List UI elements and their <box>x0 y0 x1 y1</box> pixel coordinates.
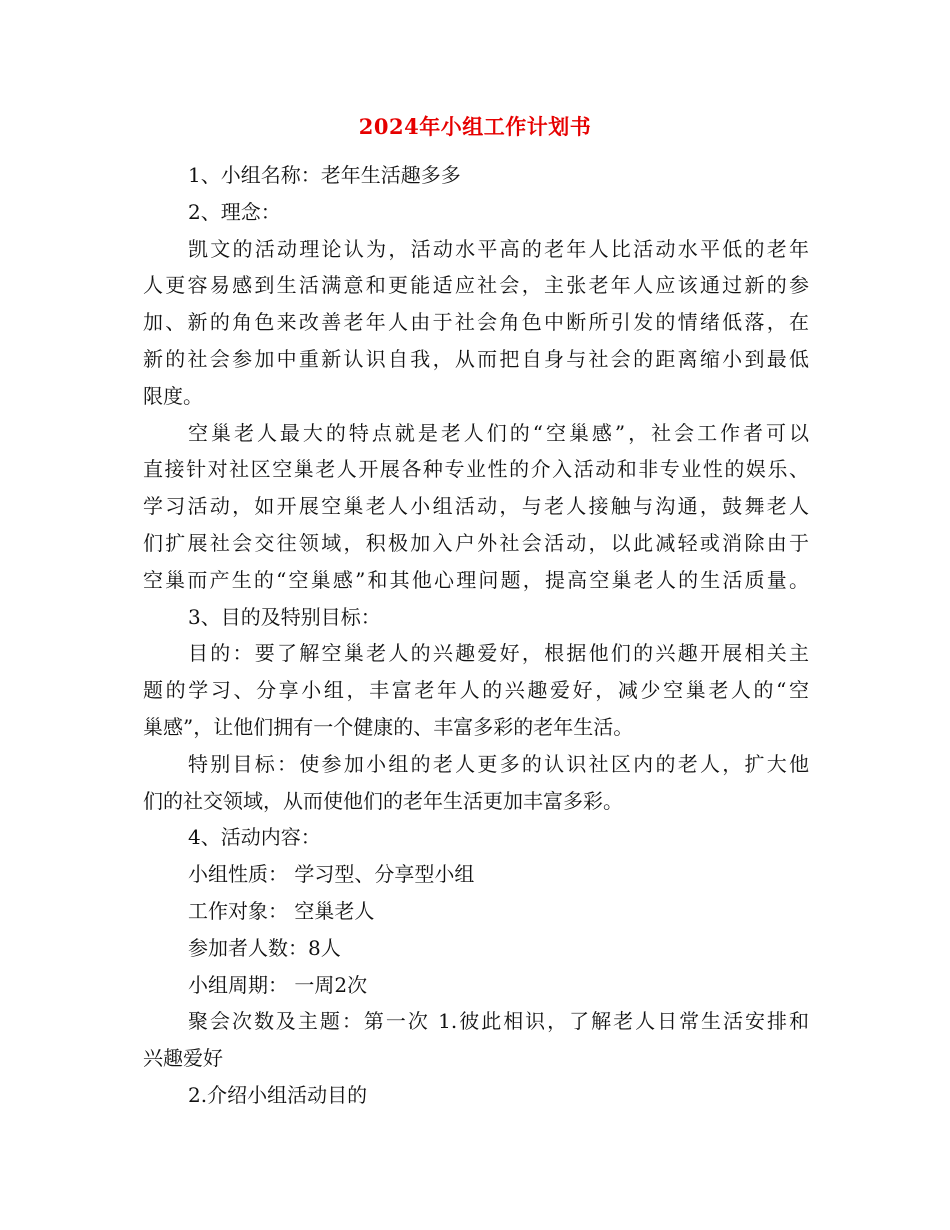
text-line: 限度。 <box>143 383 203 408</box>
text-line: 2.介绍小组活动目的 <box>188 1082 368 1107</box>
text-line: 题的学习、分享小组，丰富老年人的兴趣爱好，减少空巢老人的“空 <box>143 678 809 703</box>
text-line: 凯文的活动理论认为，活动水平高的老年人比活动水平低的老年 <box>188 236 809 261</box>
text-line: 参加者人数：8人 <box>188 935 341 960</box>
text-line: 空巢老人最大的特点就是老人们的“空巢感”，社会工作者可以 <box>188 420 809 445</box>
text-line: 4、活动内容： <box>188 825 321 850</box>
text-line: 们扩展社会交往领域，积极加入户外社会活动，以此减轻或消除由于 <box>143 530 809 555</box>
text-line: 新的社会参加中重新认识自我，从而把自身与社会的距离缩小到最低 <box>143 346 809 371</box>
text-line: 巢感”，让他们拥有一个健康的、丰富多彩的老年生活。 <box>143 714 634 739</box>
document-title: 2024年小组工作计划书 <box>358 114 592 139</box>
text-line: 兴趣爱好 <box>143 1046 223 1071</box>
text-line: 工作对象： 空巢老人 <box>188 898 375 923</box>
text-line: 小组性质： 学习型、分享型小组 <box>188 862 475 887</box>
text-line: 加、新的角色来改善老年人由于社会角色中断所引发的情绪低落，在 <box>143 310 809 335</box>
text-line: 特别目标：使参加小组的老人更多的认识社区内的老人，扩大他 <box>188 751 809 776</box>
text-line: 空巢而产生的“空巢感”和其他心理问题，提高空巢老人的生活质量。 <box>143 567 809 592</box>
text-line: 学习活动，如开展空巢老人小组活动，与老人接触与沟通，鼓舞老人 <box>143 494 809 519</box>
document-body <box>143 157 809 1114</box>
text-line: 1、小组名称：老年生活趣多多 <box>188 163 461 187</box>
text-line: 聚会次数及主题：第一次 1.彼此相识，了解老人日常生活安排和 <box>188 1009 809 1034</box>
text-line: 直接针对社区空巢老人开展各种专业性的介入活动和非专业性的娱乐、 <box>143 457 809 482</box>
text-line: 小组周期： 一周2次 <box>188 972 368 997</box>
text-line: 人更容易感到生活满意和更能适应社会，主张老年人应该通过新的参 <box>143 273 809 298</box>
text-line: 目的：要了解空巢老人的兴趣爱好，根据他们的兴趣开展相关主 <box>188 641 809 666</box>
text-line: 2、理念： <box>188 199 281 224</box>
text-line: 们的社交领域，从而使他们的老年生活更加丰富多彩。 <box>143 788 623 813</box>
text-line: 3、目的及特别目标： <box>188 604 381 629</box>
